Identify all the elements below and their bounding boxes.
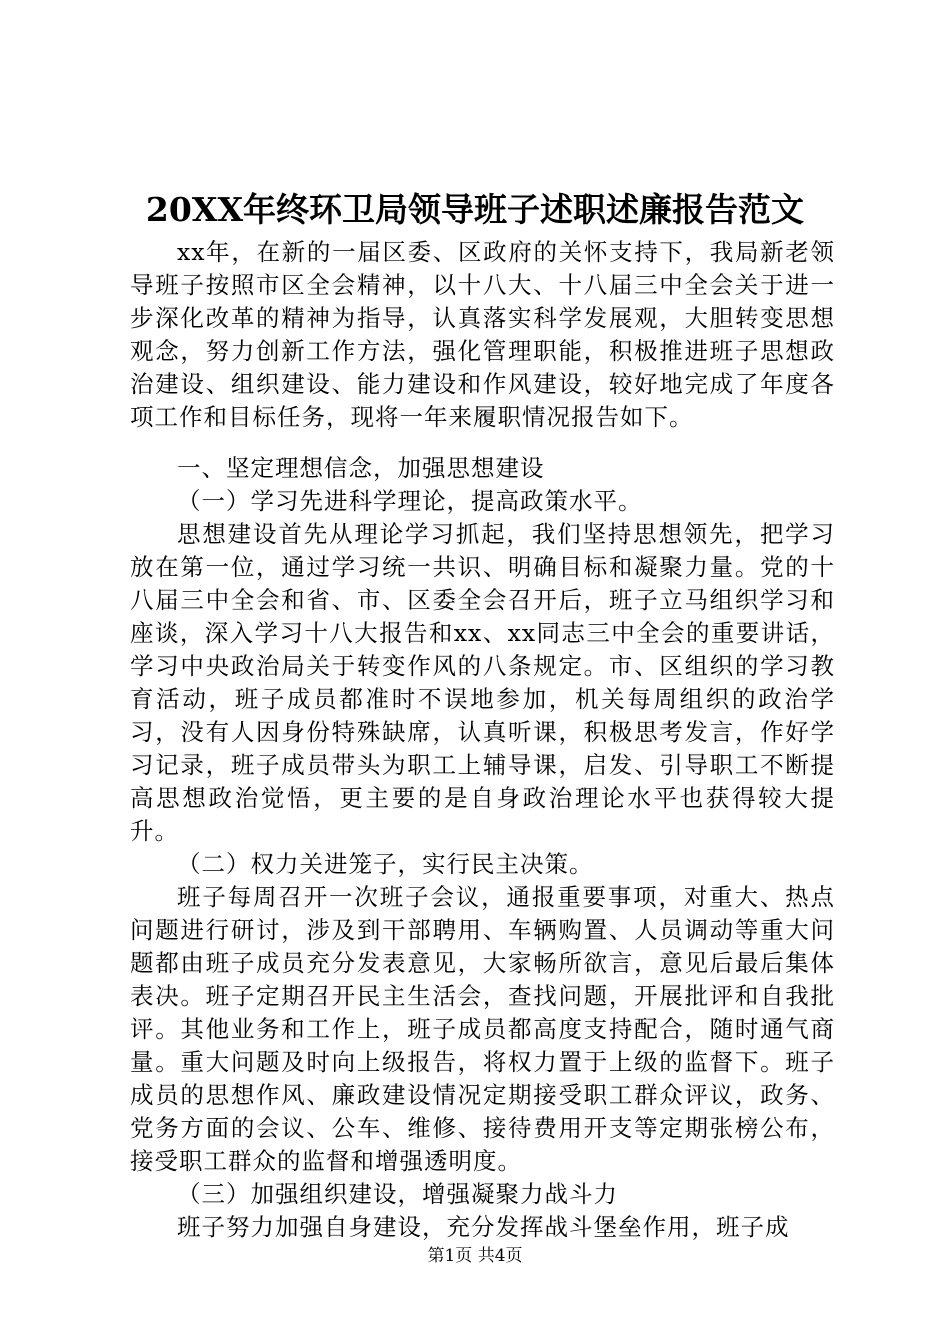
subsection-heading: （二）权力关进笼子，实行民主决策。	[177, 850, 594, 878]
page-number: 第1页 共4页	[427, 1246, 523, 1266]
subsection-heading: （一）学习先进科学理论，提高政策水平。	[177, 487, 643, 515]
subsection-heading: （三）加强组织建设，增强凝聚力战斗力	[177, 1180, 618, 1208]
body-paragraph: 班子每周召开一次班子会议，通报重要事项，对重大、热点问题进行研讨，涉及到干部聘用、车辆购置、人员调动等重大问题都由班子成员充分发表意见，大家畅所欲言，意见后最后集体表决。班子定期召开民主生活会，查找问题，开展批评和自我批评。其他业务和工作上，班子成员都高度支持配合，随时通气商量。重大问题及时向上级报告，将权力置于上级的监督下。班子成员的思想作风、廉政建设情况定期接受职工群众评议，政务、党务方面的会议、公车、维修、接待费用开支等定期张榜公布，接受职工群众的监督和增强透明度。	[130, 883, 835, 1175]
body-paragraph: 思想建设首先从理论学习抓起，我们坚持思想领先，把学习放在第一位，通过学习统一共识、明确目标和凝聚力量。党的十八届三中全会和省、市、区委全会召开后，班子立马组织学习和座谈，深入学习十八大报告和xx、xx同志三中全会的重要讲话，学习中央政治局关于转变作风的八条规定。市、区组织的学习教育活动，班子成员都准时不误地参加，机关每周组织的政治学习，没有人因身份特殊缺席，认真听课，积极思考发言，作好学习记录，班子成员带头为职工上辅导课，启发、引导职工不断提高思想政治觉悟，更主要的是自身政治理论水平也获得较大提升。	[130, 520, 835, 845]
document-title: 20XX年终环卫局领导班子述职述廉报告范文	[145, 190, 805, 229]
intro-paragraph: xx年，在新的一届区委、区政府的关怀支持下，我局新老领导班子按照市区全会精神，以十八大、十八届三中全会关于进一步深化改革的精神为指导，认真落实科学发展观，大胆转变思想观念，努力创新工作方法，强化管理职能，积极推进班子思想政治建设、组织建设、能力建设和作风建设，较好地完成了年度各项工作和目标任务，现将一年来履职情况报告如下。	[130, 238, 835, 431]
document-body	[130, 236, 835, 1244]
paragraph-gap	[130, 434, 835, 452]
body-paragraph: 班子努力加强自身建设，充分发挥战斗堡垒作用，班子成	[177, 1213, 790, 1241]
section-heading: 一、坚定理想信念，加强思想建设	[177, 454, 545, 482]
